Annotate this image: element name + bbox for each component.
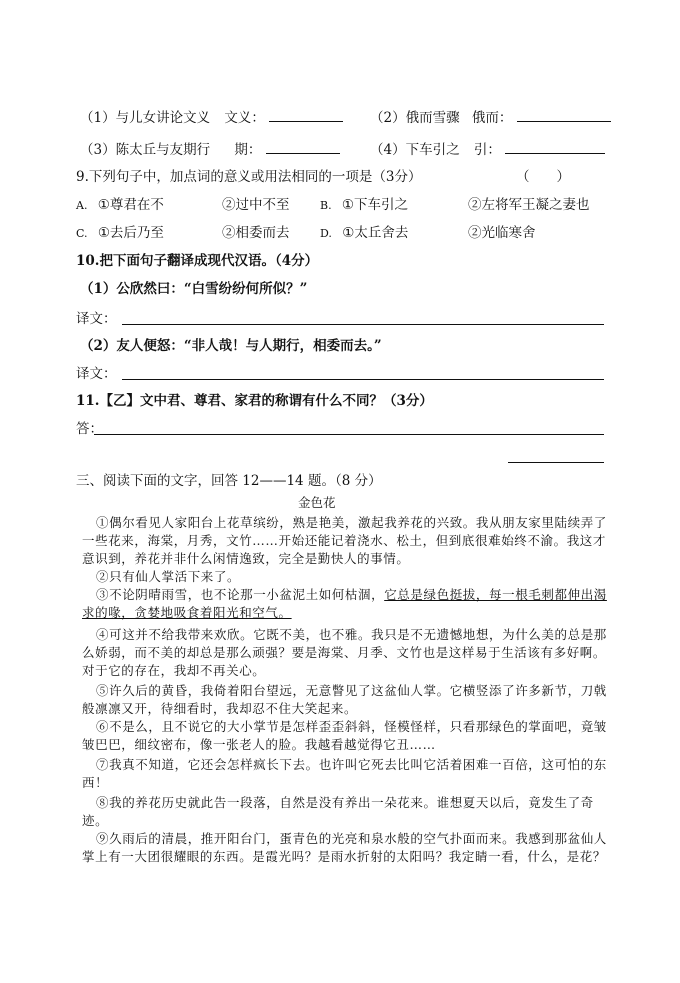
article-paragraph-2: ②只有仙人掌活下来了。 [96, 569, 241, 584]
q8-item-2-left: （2）俄而雪骤 [370, 110, 460, 126]
article-paragraph-4: ④可这并不给我带来欢欣。它既不美，也不雅。我只是不无遗憾地想，为什么美的总是那么娇弱，而不美的却总是那么顽强？要是海棠、月季、文竹也是这样易于生活该有多好啊。对于它的存在，我却不再关心。 [82, 627, 607, 678]
q9-option-c[interactable] [76, 224, 164, 243]
q8-item-1-blank[interactable] [269, 108, 343, 122]
q10-answer-line-1[interactable] [122, 324, 604, 325]
q10-yiwen-label-1: 译文： [76, 311, 117, 327]
q9-option-d-2: ②光临寒舍 [468, 225, 536, 241]
q9-option-b-label: B. [320, 199, 332, 212]
q8-item-4 [370, 140, 605, 159]
q9-option-d[interactable] [320, 224, 408, 243]
q8-item-1 [80, 108, 343, 127]
q9-option-c-1: ①去后乃至 [97, 225, 164, 241]
q8-item-3-blank[interactable] [266, 140, 340, 154]
article-paragraph-1: ①偶尔看见人家阳台上花草缤纷，熟是艳美，激起我养花的兴致。我从朋友家里陆续弄了一些花来，海棠，月秀，文竹……开始还能记着浇水、松土，但到底很难始终不渝。我这才意识到，养花并非什么闲情逸致，完全是勤快人的事情。 [82, 515, 607, 566]
q11-answer-line-2[interactable] [508, 462, 604, 463]
article-paragraph-5: ⑤许久后的黄昏，我倚着阳台望远，无意瞥见了这盆仙人掌。它横竖添了许多新节，刀戟般凛凛又开，待细看时，我却忍不住大笑起来。 [82, 683, 607, 716]
q10-answer-line-2[interactable] [122, 379, 604, 380]
q11-answer-label: 答： [76, 421, 103, 437]
q9-option-b-1: ①下车引之 [341, 197, 408, 213]
q10-title: 10.把下面句子翻译成现代汉语。（4分） [76, 253, 319, 269]
q10-sentence-2: （2）友人便怒：“非人哉！与人期行，相委而去。” [80, 338, 382, 354]
q8-item-4-blank[interactable] [505, 140, 605, 154]
article-title: 金色花 [298, 495, 336, 510]
q9-option-a-1: ①尊君在不 [97, 197, 164, 213]
q10-sentence-1: （1）公欣然曰：“白雪纷纷何所似？” [80, 281, 308, 297]
article-paragraph-3-start: ③不论阴晴雨雪，也不论那一小盆泥土如何枯涸， [96, 587, 385, 602]
q9-option-d-1: ①太丘舍去 [342, 225, 409, 241]
q11-answer-line-1[interactable] [94, 434, 604, 435]
q8-item-3-left: （3）陈太丘与友期行 [80, 142, 211, 158]
q9-title: 9.下列句子中，加点词的意义或用法相同的一项是（3分） [76, 169, 422, 185]
underlined-sentence: 它总是绿色挺拔，每一根毛刺都伸出渴求的喙，贪婪地吸食着阳光和空气。 [82, 587, 607, 620]
q9-option-c-label: C. [76, 227, 88, 240]
q8-item-1-left: （1）与儿女讲论文义 [80, 110, 211, 126]
q8-item-2 [370, 108, 611, 127]
q9-option-d-label: D. [320, 227, 332, 240]
q9-option-b[interactable] [320, 196, 408, 215]
q8-item-4-mid: 引： [473, 142, 501, 158]
section3-heading: 三、阅读下面的文字，回答 12——14 题。（8 分） [76, 473, 382, 489]
article-paragraph-6: ⑥不是么，且不说它的大小掌节是怎样歪歪斜斜，怪模怪样，只看那绿色的掌面吧，竟皱皱巴巴，细纹密布，像一张老人的脸。我越看越觉得它丑…… [82, 719, 607, 752]
q9-option-a-2: ②过中不至 [222, 197, 290, 213]
q8-item-4-left: （4）下车引之 [370, 142, 460, 158]
q8-item-3-mid: 期： [234, 142, 262, 158]
q9-answer-paren[interactable]: （ ） [516, 169, 570, 185]
q8-item-2-blank[interactable] [517, 108, 611, 122]
q9-option-b-2: ②左将军王凝之妻也 [468, 197, 590, 213]
q9-option-a-label: A. [76, 199, 88, 212]
q8-item-3 [80, 140, 340, 159]
article-paragraph-3 [82, 586, 612, 622]
article-paragraph-8: ⑧我的养花历史就此告一段落，自然是没有养出一朵花来。谁想夏天以后，竟发生了奇迹。 [82, 795, 594, 828]
q10-yiwen-label-2: 译文： [76, 366, 117, 382]
article-paragraph-7: ⑦我真不知道，它还会怎样疯长下去。也许叫它死去比叫它活着困难一百倍，这可怕的东西！ [82, 757, 607, 790]
q9-option-c-2: ②相委而去 [222, 225, 290, 241]
q8-item-1-mid: 文义： [224, 110, 265, 126]
q8-item-2-mid: 俄而： [471, 110, 513, 126]
q9-option-a[interactable] [76, 196, 164, 215]
article-paragraph-9: ⑨久雨后的清晨，推开阳台门，蛋青色的光亮和泉水般的空气扑面而来。我感到那盆仙人掌上有一大团很耀眼的东西。是霞光吗？是雨水折射的太阳吗？我定睛一看，什么，是花？ [82, 831, 607, 864]
q11-title: 11.【乙】文中君、尊君、家君的称谓有什么不同？（3分） [76, 393, 433, 409]
